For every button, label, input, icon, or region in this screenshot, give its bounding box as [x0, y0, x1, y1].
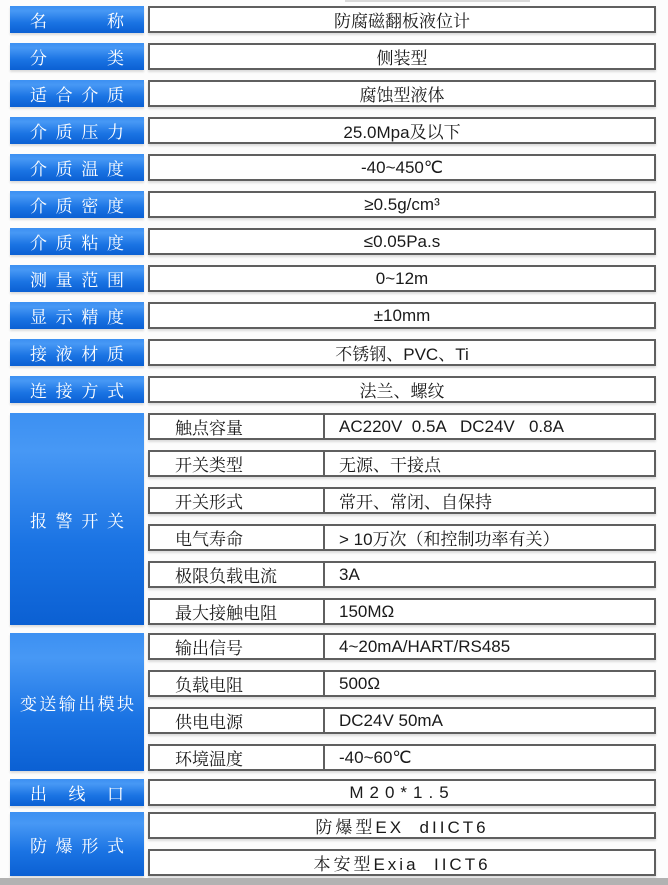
- sub-value: [325, 415, 654, 438]
- sub-value-text: > 10万次（和控制功率有关）: [339, 530, 560, 549]
- spec-label-text: 适合介质: [30, 86, 124, 105]
- spec-value-text: ≥0.5g/cm³: [364, 194, 440, 214]
- sub-label-text: 负载电阻: [175, 676, 243, 695]
- transmitter-subrow-load-resistance: [148, 670, 656, 697]
- sub-value-text: 防爆型EX dIICT6: [315, 818, 489, 837]
- spec-label-medium-viscosity: [10, 228, 144, 255]
- spec-value-display-accuracy: [148, 302, 656, 329]
- spec-label-medium-pressure: [10, 117, 144, 144]
- alarm-switch-subrows: [148, 413, 656, 625]
- sub-value: [325, 600, 654, 623]
- cropped-edge-artifact: [345, 0, 530, 2]
- spec-row-display-accuracy: [10, 302, 656, 329]
- spec-label-text: 显示精度: [30, 308, 124, 327]
- alarm-subrow-electrical-life: [148, 524, 656, 551]
- transmitter-module-group: [10, 633, 656, 771]
- spec-label-text: 测量范围: [30, 271, 124, 290]
- sub-value-text: 无源、干接点: [339, 456, 441, 475]
- sub-label: [150, 489, 325, 512]
- sub-value: [325, 563, 654, 586]
- sub-label-text: 最大接触电阻: [175, 604, 277, 623]
- spec-label-name: [10, 6, 144, 33]
- spec-value-text: M20*1.5: [349, 782, 455, 802]
- spec-row-medium-pressure: [10, 117, 656, 144]
- sub-label: [150, 672, 325, 695]
- sub-value-text: -40~60℃: [339, 747, 412, 767]
- sub-label-text: 输出信号: [175, 639, 243, 658]
- spec-label-text: 报警开关: [30, 511, 124, 531]
- spec-value-cable-entry: [148, 779, 656, 806]
- sub-label: [150, 526, 325, 549]
- sub-value-text: 常开、常闭、自保持: [339, 493, 492, 512]
- sub-value: [325, 526, 654, 549]
- sub-value: [325, 709, 654, 732]
- spec-label-suitable-medium: [10, 80, 144, 107]
- spec-value-category: [148, 43, 656, 70]
- sub-value-text: 3A: [339, 564, 360, 584]
- alarm-subrow-max-contact-resistance: [148, 598, 656, 625]
- bottom-shadow-strip: [0, 878, 668, 885]
- sub-label: [150, 415, 325, 438]
- spec-value-connection-type: [148, 376, 656, 403]
- sub-label: [150, 563, 325, 586]
- explosion-proof-group-label: [10, 812, 144, 876]
- sub-value-text: DC24V 50mA: [339, 710, 443, 730]
- spec-value-medium-pressure: [148, 117, 656, 144]
- explosion-proof-subrows: [148, 812, 656, 876]
- spec-label-text: 变送输出模块: [20, 694, 134, 714]
- spec-label-medium-temperature: [10, 154, 144, 181]
- sub-label-text: 供电电源: [175, 713, 243, 732]
- sub-value: [325, 746, 654, 769]
- transmitter-subrow-ambient-temperature: [148, 744, 656, 771]
- spec-value-text: 腐蚀型液体: [359, 86, 445, 105]
- spec-label-text: 防爆形式: [30, 836, 124, 856]
- spec-row-suitable-medium: [10, 80, 656, 107]
- spec-value-text: ±10mm: [373, 305, 431, 325]
- spec-value-text: 0~12m: [375, 268, 429, 288]
- sub-label: [150, 746, 325, 769]
- product-spec-table: [10, 6, 656, 876]
- spec-label-medium-density: [10, 191, 144, 218]
- spec-row-wetted-material: [10, 339, 656, 366]
- alarm-subrow-switch-form: [148, 487, 656, 514]
- alarm-subrow-limit-load-current: [148, 561, 656, 588]
- spec-value-name: [148, 6, 656, 33]
- spec-label-display-accuracy: [10, 302, 144, 329]
- spec-row-cable-entry: [10, 779, 656, 806]
- spec-row-name: [10, 6, 656, 33]
- spec-label-text: 出线口: [30, 785, 124, 804]
- spec-label-wetted-material: [10, 339, 144, 366]
- sub-label-text: 极限负载电流: [175, 567, 277, 586]
- spec-label-measuring-range: [10, 265, 144, 292]
- explosion-proof-row-intrinsically-safe: [148, 849, 656, 876]
- spec-label-text: 介质粘度: [30, 234, 124, 253]
- transmitter-subrow-output-signal: [148, 633, 656, 660]
- sub-value-text: 150MΩ: [339, 601, 395, 621]
- sub-label: [150, 709, 325, 732]
- alarm-switch-group: [10, 413, 656, 625]
- spec-label-cable-entry: [10, 779, 144, 806]
- sub-value: [325, 452, 654, 475]
- spec-value-medium-viscosity: [148, 228, 656, 255]
- alarm-subrow-contact-capacity: [148, 413, 656, 440]
- sub-label: [150, 600, 325, 623]
- spec-value-suitable-medium: [148, 80, 656, 107]
- spec-row-medium-viscosity: [10, 228, 656, 255]
- sub-value: [325, 635, 654, 658]
- alarm-subrow-switch-type: [148, 450, 656, 477]
- spec-value-medium-density: [148, 191, 656, 218]
- sub-value: [325, 489, 654, 512]
- sub-value-text: 本安型Exia IICT6: [313, 855, 491, 874]
- spec-value-text: 防腐磁翻板液位计: [334, 12, 470, 31]
- transmitter-subrow-power-supply: [148, 707, 656, 734]
- spec-label-text: 介质压力: [30, 123, 124, 142]
- spec-label-text: 名称: [30, 12, 124, 31]
- spec-value-wetted-material: [148, 339, 656, 366]
- spec-value-text: -40~450℃: [361, 157, 443, 177]
- explosion-proof-row-flameproof: [148, 812, 656, 839]
- spec-value-text: 法兰、螺纹: [359, 382, 445, 401]
- sub-value-text: AC220V 0.5A DC24V 0.8A: [339, 416, 564, 436]
- spec-value-measuring-range: [148, 265, 656, 292]
- sub-label: [150, 452, 325, 475]
- spec-label-text: 分类: [30, 49, 124, 68]
- spec-label-text: 接液材质: [30, 345, 124, 364]
- spec-label-text: 介质温度: [30, 160, 124, 179]
- spec-label-text: 连接方式: [30, 382, 124, 401]
- transmitter-module-subrows: [148, 633, 656, 771]
- sub-label-text: 电气寿命: [175, 530, 243, 549]
- sub-label-text: 开关类型: [175, 456, 243, 475]
- spec-row-measuring-range: [10, 265, 656, 292]
- spec-value-text: 侧装型: [376, 49, 428, 68]
- alarm-switch-group-label: [10, 413, 144, 625]
- sub-value-text: 500Ω: [339, 673, 381, 693]
- spec-row-connection-type: [10, 376, 656, 403]
- sub-label: [150, 635, 325, 658]
- transmitter-module-group-label: [10, 633, 144, 771]
- spec-label-text: 介质密度: [30, 197, 124, 216]
- spec-row-category: [10, 43, 656, 70]
- spec-row-medium-density: [10, 191, 656, 218]
- sub-value: [325, 672, 654, 695]
- spec-label-category: [10, 43, 144, 70]
- sub-value-text: 4~20mA/HART/RS485: [339, 636, 511, 656]
- sub-label-text: 触点容量: [175, 419, 243, 438]
- spec-label-connection-type: [10, 376, 144, 403]
- sub-label-text: 开关形式: [175, 493, 243, 512]
- explosion-proof-group: [10, 812, 656, 876]
- spec-row-medium-temperature: [10, 154, 656, 181]
- spec-value-medium-temperature: [148, 154, 656, 181]
- spec-value-text: 不锈钢、PVC、Ti: [335, 345, 469, 364]
- sub-label-text: 环境温度: [175, 750, 243, 769]
- spec-value-text: ≤0.05Pa.s: [363, 231, 441, 251]
- spec-value-text: 25.0Mpa及以下: [343, 123, 461, 142]
